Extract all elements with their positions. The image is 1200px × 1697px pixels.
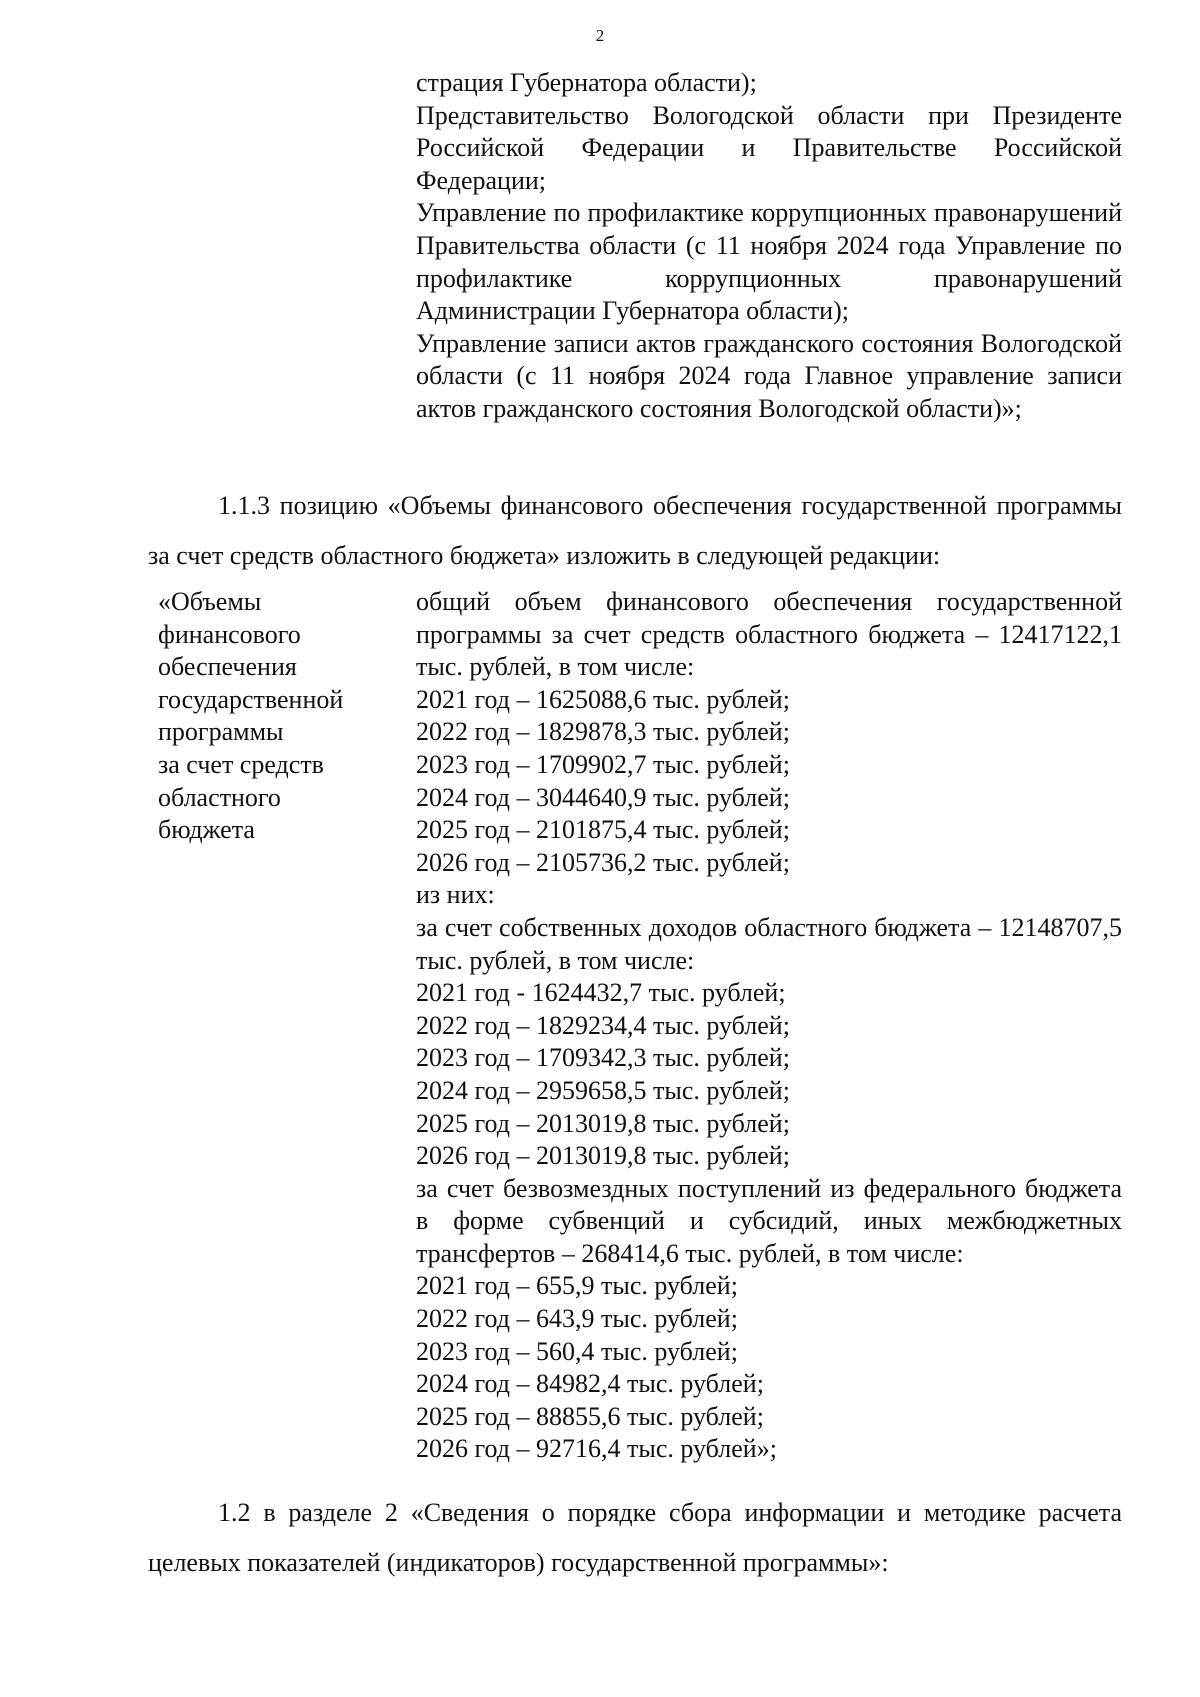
of-them-line: из них: <box>416 880 495 910</box>
label-line: программы <box>158 717 284 747</box>
label-line: «Объемы <box>158 587 262 616</box>
total-year-line: 2021 год – 1625088,6 тыс. рублей; <box>416 684 790 714</box>
total-intro: общий объем финансового обеспечения государственной программы за счет средств областного бюджета – 12417122,1 тыс. рублей, в том числе: <box>416 587 1122 682</box>
total-year-line: 2025 год – 2101875,4 тыс. рублей; <box>416 815 790 845</box>
position-label <box>158 586 388 847</box>
top-list-item: страция Губернатора области); <box>416 68 757 97</box>
label-line: финансового <box>158 619 301 649</box>
label-line: областного <box>158 782 281 812</box>
label-line: бюджета <box>158 815 255 845</box>
federal-year-line: 2023 год – 560,4 тыс. рублей; <box>416 1336 738 1366</box>
position-value <box>416 586 1122 1466</box>
label-line: государственной <box>158 684 344 714</box>
page-number: 2 <box>595 26 605 45</box>
own-year-line: 2023 год – 1709342,3 тыс. рублей; <box>416 1043 790 1073</box>
federal-intro: за счет безвозмездных поступлений из федерального бюджета в форме субвенций и субсидий, иных межбюджетных трансфертов – 268414,6 тыс. рублей, в том числе: <box>416 1173 1122 1268</box>
own-year-line: 2025 год – 2013019,8 тыс. рублей; <box>416 1108 790 1138</box>
top-list-item: Управление записи актов гражданского состояния Вологодской области (с 11 ноября 2024 года Главное управление записи актов гражданского состояния Вологодской области)»; <box>416 328 1122 423</box>
federal-year-line: 2021 год – 655,9 тыс. рублей; <box>416 1271 738 1301</box>
federal-year-line: 2025 год – 88855,6 тыс. рублей; <box>416 1401 764 1431</box>
paragraph-1-2: 1.2 в разделе 2 «Сведения о порядке сбора информации и методике расчета целевых показателей (индикаторов) государственной программы»: <box>148 1498 1122 1577</box>
total-year-line: 2023 год – 1709902,7 тыс. рублей; <box>416 749 790 779</box>
own-year-line: 2022 год – 1829234,4 тыс. рублей; <box>416 1010 790 1040</box>
own-year-line: 2026 год – 2013019,8 тыс. рублей; <box>416 1141 790 1171</box>
top-list-item: Представительство Вологодской области при Президенте Российской Федерации и Правительстве Российской Федерации; <box>416 100 1122 195</box>
top-list-item: Управление по профилактике коррупционных правонарушений Правительства области (с 11 ноября 2024 года Управление по профилактике коррупционных правонарушений Администрации Губернатора области); <box>416 198 1122 326</box>
own-year-line: 2021 год - 1624432,7 тыс. рублей; <box>416 978 786 1008</box>
own-year-line: 2024 год – 2959658,5 тыс. рублей; <box>416 1075 790 1105</box>
top-list-block <box>416 67 1122 426</box>
label-line: за счет средств <box>158 749 324 779</box>
label-line: обеспечения <box>158 652 297 682</box>
federal-year-line: 2024 год – 84982,4 тыс. рублей; <box>416 1369 764 1399</box>
total-year-line: 2022 год – 1829878,3 тыс. рублей; <box>416 717 790 747</box>
total-year-line: 2024 год – 3044640,9 тыс. рублей; <box>416 782 790 812</box>
paragraph-1-1-3: 1.1.3 позицию «Объемы финансового обеспечения государственной программы за счет средств областного бюджета» изложить в следующей редакции: <box>148 491 1122 570</box>
federal-year-line: 2022 год – 643,9 тыс. рублей; <box>416 1304 738 1334</box>
total-year-line: 2026 год – 2105736,2 тыс. рублей; <box>416 847 790 877</box>
federal-year-line: 2026 год – 92716,4 тыс. рублей»; <box>416 1434 777 1464</box>
own-income-intro: за счет собственных доходов областного бюджета – 12148707,5 тыс. рублей, в том числе: <box>416 912 1122 975</box>
